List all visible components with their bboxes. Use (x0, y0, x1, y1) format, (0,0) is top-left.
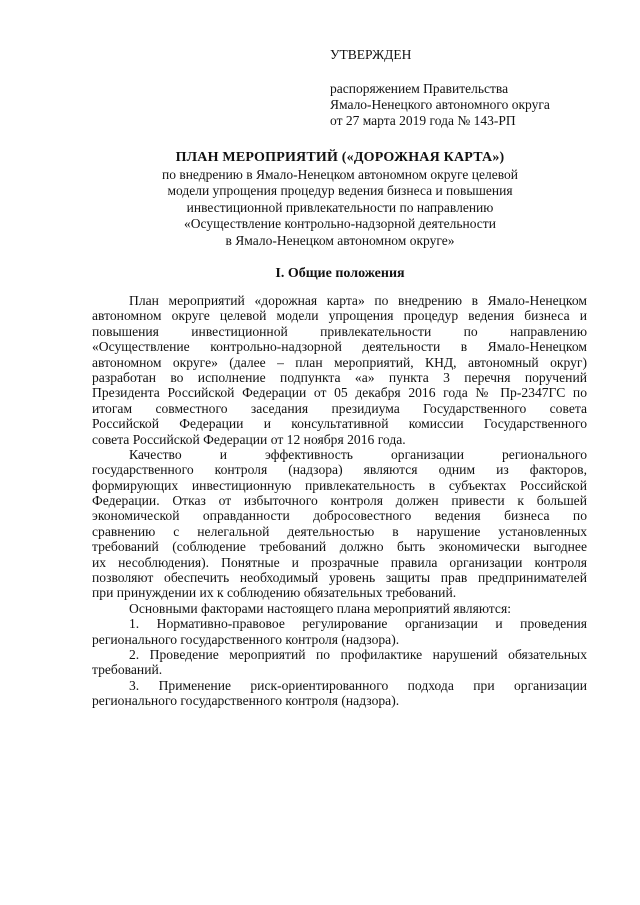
text-line: сравнению с нелегальной деятельностью в нарушение установленных (92, 523, 587, 539)
section-heading: I. Общие положения (275, 266, 405, 281)
document-title-block (70, 150, 610, 249)
text-line: автономном округе» (далее – план мероприятий, КНД, автономный округ) (92, 354, 587, 370)
text-line: государственного контроля (надзора) являются одним из факторов, (92, 462, 587, 478)
body-text (92, 293, 587, 709)
approval-line: распоряжением Правительства (330, 81, 509, 96)
text-line: регионального государственного контроля (надзора). (92, 693, 400, 709)
subtitle-line: модели упрощения процедур ведения бизнеса и повышения (167, 183, 513, 198)
approval-line: от 27 марта 2019 года № 143-РП (330, 113, 516, 128)
text-line: разработан во исполнение подпункта «а» пункта 3 перечня поручений (92, 369, 587, 385)
subtitle-line: инвестиционной привлекательности по направлению (186, 199, 494, 215)
subtitle-line: «Осуществление контрольно-надзорной деятельности (184, 216, 496, 231)
text-line: 2. Проведение мероприятий по профилактике нарушений обязательных (129, 646, 587, 662)
text-line: Президента Российской Федерации от 05 декабря 2016 года № Пр-2347ГС по (92, 385, 587, 401)
text-line: итогам совместного заседания президиума Государственного совета (92, 400, 587, 416)
text-line: Качество и эффективность организации регионального (129, 446, 587, 462)
text-line: их несоблюдения). Понятные и прозрачные правила организации контроля (92, 554, 587, 570)
text-line: План мероприятий «дорожная карта» по внедрению в Ямало-Ненецком (129, 293, 587, 308)
text-line: совета Российской Федерации от 12 ноября 2016 года. (92, 431, 406, 447)
text-line: требований. (92, 662, 163, 678)
approval-block (330, 47, 550, 129)
text-line: 3. Применение риск-ориентированного подхода при организации (129, 677, 587, 693)
approval-line: Ямало-Ненецкого автономного округа (330, 97, 550, 112)
text-line: экономической оправданности добросовестного ведения бизнеса по (92, 508, 587, 524)
text-line: 1. Нормативно-правовое регулирование организации и проведения (129, 616, 587, 632)
subtitle-line: по внедрению в Ямало-Ненецком автономном округе целевой (161, 166, 518, 182)
text-line: Основными факторами настоящего плана мероприятий являются: (129, 600, 511, 616)
text-line: формирующих инвестиционную привлекательность в субъектах Российской (92, 477, 587, 493)
text-line: Российской Федерации и консультативной комиссии Государственного (92, 416, 587, 432)
text-line: «Осуществление контрольно-надзорной деятельности в Ямало-Ненецком (92, 339, 587, 355)
text-line: позволяют обеспечить необходимый уровень защиты прав предпринимателей (92, 570, 587, 586)
text-line: при принуждении их к соблюдению обязательных требований. (92, 585, 457, 601)
text-line: Федерации. Отказ от избыточного контроля должен привести к большей (92, 493, 587, 509)
approval-stamp: УТВЕРЖДЕН (330, 47, 412, 62)
subtitle-line: в Ямало-Ненецком автономном округе» (225, 232, 455, 248)
document-title: ПЛАН МЕРОПРИЯТИЙ («ДОРОЖНАЯ КАРТА») (175, 150, 505, 165)
text-line: регионального государственного контроля (надзора). (92, 631, 400, 647)
text-line: автономном округе целевой модели упрощения процедур ведения бизнеса и (92, 308, 587, 324)
text-line: повышения инвестиционной привлекательности по направлению (92, 323, 587, 339)
text-line: требований (соблюдение требований должно быть экономически выгоднее (92, 539, 587, 555)
